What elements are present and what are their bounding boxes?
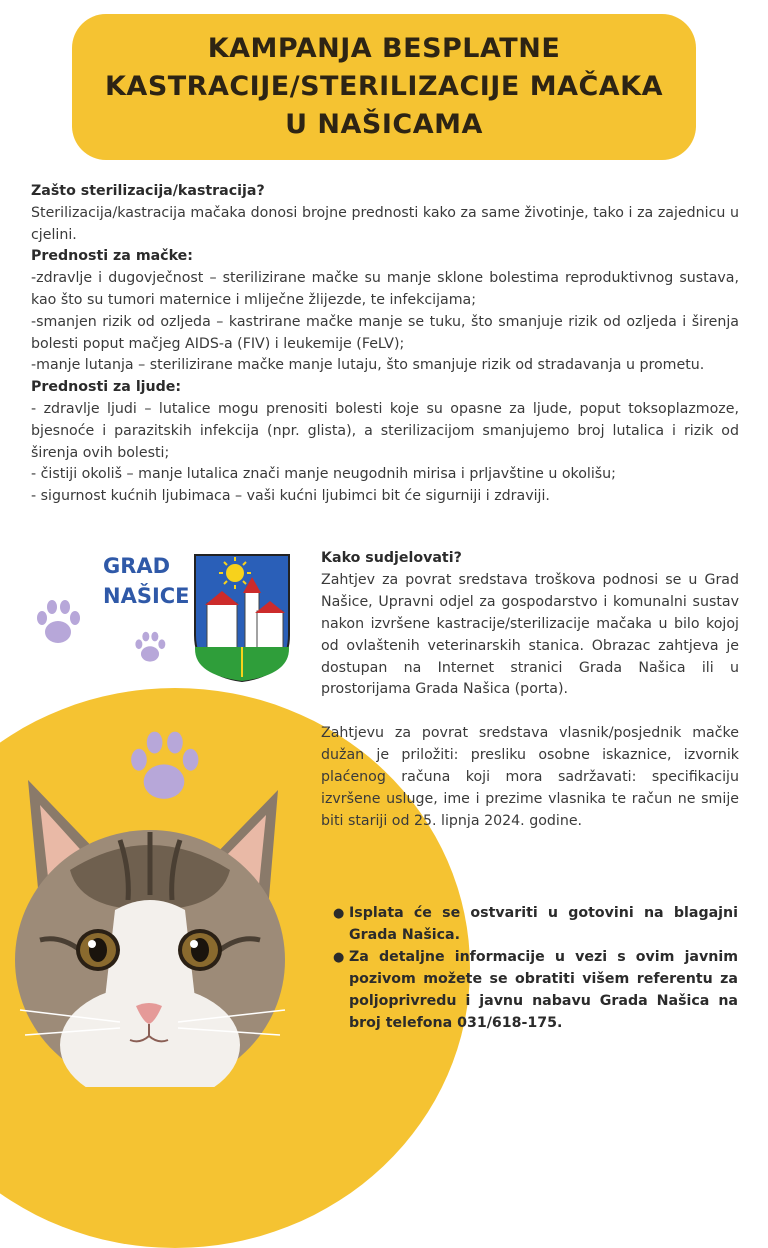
title-line-3: U NAŠICAMA: [285, 109, 483, 140]
people-heading: Prednosti za ljude:: [31, 379, 182, 396]
list-item: [333, 947, 738, 1035]
coat-of-arms-icon: [191, 551, 293, 683]
participate-heading: Kako sudjelovati?: [321, 550, 462, 566]
bullet-icon: ●: [333, 906, 345, 921]
participation-section: [321, 548, 739, 833]
cats-heading: Prednosti za mačke:: [31, 248, 193, 265]
info-bullets: [333, 903, 738, 1034]
bullet-icon: ●: [333, 949, 345, 965]
title-banner: [72, 14, 696, 160]
cats-item: -smanjen rizik od ozljeda – kastrirane mačke manje se tuku, što smanjuje rizik od ozljeda i širenja bolesti poput mačjeg AIDS-a (FIV) i leukemije (FeLV);: [31, 313, 739, 352]
city-name-label: [103, 551, 190, 611]
city-label-line-1: GRAD: [103, 554, 171, 578]
people-item: - sigurnost kućnih ljubimaca – vaši kućni ljubimci bit će sigurniji i zdraviji.: [31, 488, 550, 505]
bullet-text: Za detaljne informacije u vezi s ovim javnim pozivom možete se obratiti višem referentu za poljoprivredu i javnu nabavu Grada Našica na broj telefona 031/618-175.: [349, 948, 738, 1031]
cats-item: -zdravlje i dugovječnost – sterilizirane mačke su manje sklone bolestima reproduktivnog sustava, kao što su tumori maternice i mliječne žlijezde, te infekcijama;: [31, 270, 739, 308]
people-item: - zdravlje ljudi – lutalice mogu prenositi bolesti koje su opasne za ljude, poput toksoplazmoze, bjesnoće i parazitskih infekcija (npr. glista), a sterilizacijom smanjujemo broj lutalica i rizik od širenja ovih bolesti;: [31, 400, 739, 461]
title-line-1: KAMPANJA BESPLATNE: [207, 33, 561, 64]
city-label-line-2: NAŠICE: [103, 584, 190, 608]
participate-paragraph: Zahtjev za povrat sredstava troškova podnosi se u Grad Našice, Upravni odjel za gospodarstvo i komunalni sustav nakon izvršene kastracije/sterilizacije mačaka u bilo kojoj od ovlaštenih veterinarskih stanica. Obrazac zahtjeva je dostupan na Internet stranici Grada Našica ili u prostorijama Grada Našica (porta).: [321, 571, 739, 698]
why-text: Sterilizacija/kastracija mačaka donosi brojne prednosti kako za same životinje, tako i za zajednicu u cjelini.: [31, 204, 739, 243]
paw-print-icon: [35, 598, 81, 646]
participate-paragraph: Zahtjevu za povrat sredstava vlasnik/posjednik mačke dužan je priložiti: presliku osobne iskaznice, izvornik plaćenog računa koji mora sadržavati: specifikaciju izvršene usluge, ime i prezime vlasnika te račun ne smije biti stariji od 25. lipnja 2024. godine.: [321, 725, 739, 829]
why-heading: Zašto sterilizacija/kastracija?: [31, 183, 265, 199]
cats-item: -manje lutanja – sterilizirane mačke manje lutaju, što smanjuje rizik od stradavanja u prometu.: [31, 357, 705, 374]
bullet-text: Isplata će se ostvariti u gotovini na blagajni Grada Našica.: [349, 905, 738, 943]
people-item: - čistiji okoliš – manje lutalica znači manje neugodnih mirisa i prljavštine u okolišu;: [31, 466, 616, 483]
paw-print-icon: [134, 630, 166, 664]
list-item: [333, 903, 738, 947]
title-line-2: KASTRACIJE/STERILIZACIJE MAČAKA: [105, 71, 663, 102]
kitten-image: [0, 760, 300, 1087]
intro-section: [31, 181, 739, 508]
